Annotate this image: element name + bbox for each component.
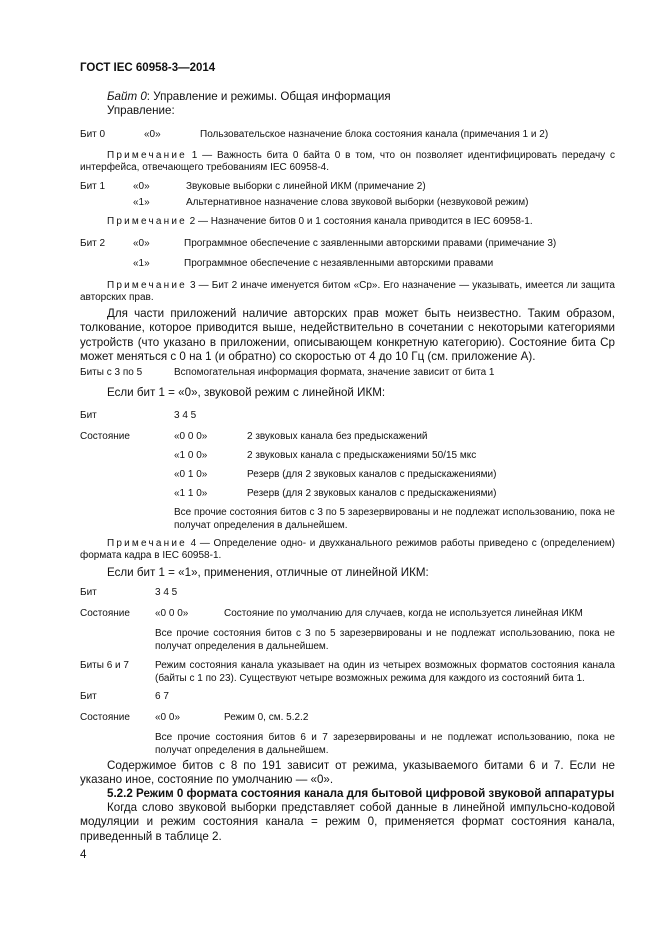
bits3to5-desc: Вспомогательная информация формата, значение зависит от бита 1 (174, 367, 495, 378)
bits3to5-label: Биты с 3 по 5 (80, 367, 143, 378)
bits6and7-mode: Режим 0, см. 5.2.2 (224, 712, 309, 723)
note-3 (80, 280, 615, 304)
byte0-title (107, 90, 391, 103)
ifbit0-code-3: «0 1 0» (174, 469, 208, 480)
ifbit0-code-4: «1 1 0» (174, 488, 208, 499)
ifbit1-code: «0 0 0» (155, 608, 189, 619)
bit2-value-0: «0» (133, 238, 150, 249)
ifbit1-bit-nums: 3 4 5 (155, 587, 178, 598)
ifbit0-desc-1: 2 звуковых канала без предыскажений (247, 431, 428, 442)
byte0-title-rest: : Управление и режимы. Общая информация (146, 90, 391, 103)
bits6and7-bit-label: Бит (80, 691, 97, 702)
bit1-value-0: «0» (133, 181, 150, 192)
bit2-desc-0: Программное обеспечение с заявленными авторскими правами (примечание 3) (184, 238, 557, 249)
document-header: ГОСТ IEC 60958-3—2014 (80, 62, 216, 74)
bits6and7-reserved: Все прочие состояния битов 6 и 7 зарезервированы и не подлежат использованию, пока не получат определения в дальнейшем. (155, 732, 615, 756)
ifbit0-reserved: Все прочие состояния битов с 3 по 5 зарезервированы и не подлежат использованию, пока не получат определения в дальнейшем. (174, 507, 615, 531)
copyright-paragraph: Для части приложений наличие авторских прав может быть неизвестно. Таким образом, толкование, которое приводится выше, недействительно в сочетании с некоторыми категориями устройств (что указано в приложении, описывающем конкретную категорию). Состояние бита Ср может меняться с 0 на 1 (и обратно) со скоростью от 4 до 10 Гц (см. приложение А). (80, 307, 615, 364)
bit1-desc-1: Альтернативное назначение слова звуковой выборки (незвуковой режим) (186, 197, 529, 208)
bit2-desc-1: Программное обеспечение с незаявленными авторскими правами (184, 258, 494, 269)
ifbit0-code-2: «1 0 0» (174, 450, 208, 461)
ifbit1-state-label: Состояние (80, 608, 130, 619)
note-4-text: 4 — Определение одно- и двухканального режимов работы приведено с (определением) формата кадра в IEC 60958-1. (80, 538, 615, 562)
bit0-desc: Пользовательское назначение блока состояния канала (примечания 1 и 2) (200, 129, 549, 140)
note-1-text: 1 — Важность бита 0 байта 0 в том, что он позволяет идентифицировать передачу с интерфейса, отвечающего требованиям IEC 60958-4. (80, 150, 615, 174)
byte0-title-italic: Байт 0 (107, 90, 147, 103)
note-3-label: Примечание (107, 280, 187, 291)
note-1 (80, 150, 615, 174)
ifbit0-bit-label: Бит (80, 410, 97, 421)
bits6and7-label: Биты 6 и 7 (80, 660, 129, 671)
bit2-label: Бит 2 (80, 238, 106, 249)
bit0-value: «0» (144, 129, 161, 140)
bit1-label: Бит 1 (80, 181, 106, 192)
ifbit0-desc-2: 2 звуковых канала с предыскажениями 50/15 мкс (247, 450, 477, 461)
bits6and7-desc: Режим состояния канала указывает на один из четырех возможных форматов состояния канала (байты с 1 по 23). Существуют четыре возможных режима для каждого из состояний бита 1. (155, 660, 615, 684)
page-number: 4 (80, 848, 87, 861)
bits6and7-code: «0 0» (155, 712, 181, 723)
ifbit0-desc-3: Резерв (для 2 звуковых каналов с предыскажениями) (247, 469, 497, 480)
ifbit0-desc-4: Резерв (для 2 звуковых каналов с предыскажениями) (247, 488, 497, 499)
note-4-label: Примечание (107, 538, 187, 549)
bit2-value-1: «1» (133, 258, 150, 269)
bits6and7-state-label: Состояние (80, 712, 130, 723)
note-4 (80, 538, 615, 562)
ifbit0-code-1: «0 0 0» (174, 431, 208, 442)
ifbit1-bit-label: Бит (80, 587, 97, 598)
ifbit1-desc: Состояние по умолчанию для случаев, когда не используется линейная ИКМ (224, 608, 583, 619)
section-text: Когда слово звуковой выборки представляет собой данные в линейной импульсно-кодовой модуляции и режим состояния канала = режим 0, применяется формат состояния канала, приведенный в таблице 2. (80, 801, 615, 843)
note-2-text: 2 — Назначение битов 0 и 1 состояния канала приводится в IEC 60958-1. (186, 216, 533, 227)
note-1-label: Примечание (107, 150, 187, 161)
ifbit1-reserved: Все прочие состояния битов с 3 по 5 зарезервированы и не подлежат использованию, пока не получат определения в дальнейшем. (155, 628, 615, 652)
ifbit1-intro: Если бит 1 = «1», применения, отличные от линейной ИКМ: (107, 566, 429, 579)
bit1-desc-0: Звуковые выборки с линейной ИКМ (примечание 2) (186, 181, 426, 192)
ifbit0-state-label: Состояние (80, 431, 130, 442)
ifbit0-bit-nums: 3 4 5 (174, 410, 197, 421)
ifbit0-intro: Если бит 1 = «0», звуковой режим с линейной ИКМ: (107, 386, 386, 399)
control-label: Управление: (107, 104, 175, 117)
section-heading: 5.2.2 Режим 0 формата состояния канала для бытовой цифровой звуковой аппаратуры (107, 787, 615, 800)
note-2-label: Примечание (107, 216, 187, 227)
bit0-label: Бит 0 (80, 129, 106, 140)
bits6and7-bit-nums: 6 7 (155, 691, 169, 702)
content-paragraph: Содержимое битов с 8 по 191 зависит от режима, указываемого битами 6 и 7. Если не указано иное, состояние по умолчанию — «0». (80, 759, 615, 787)
note-2 (107, 216, 533, 227)
note-3-text: 3 — Бит 2 иначе именуется битом «Ср». Его назначение — указывать, имеется ли защита авторских прав. (80, 280, 615, 304)
bit1-value-1: «1» (133, 197, 150, 208)
